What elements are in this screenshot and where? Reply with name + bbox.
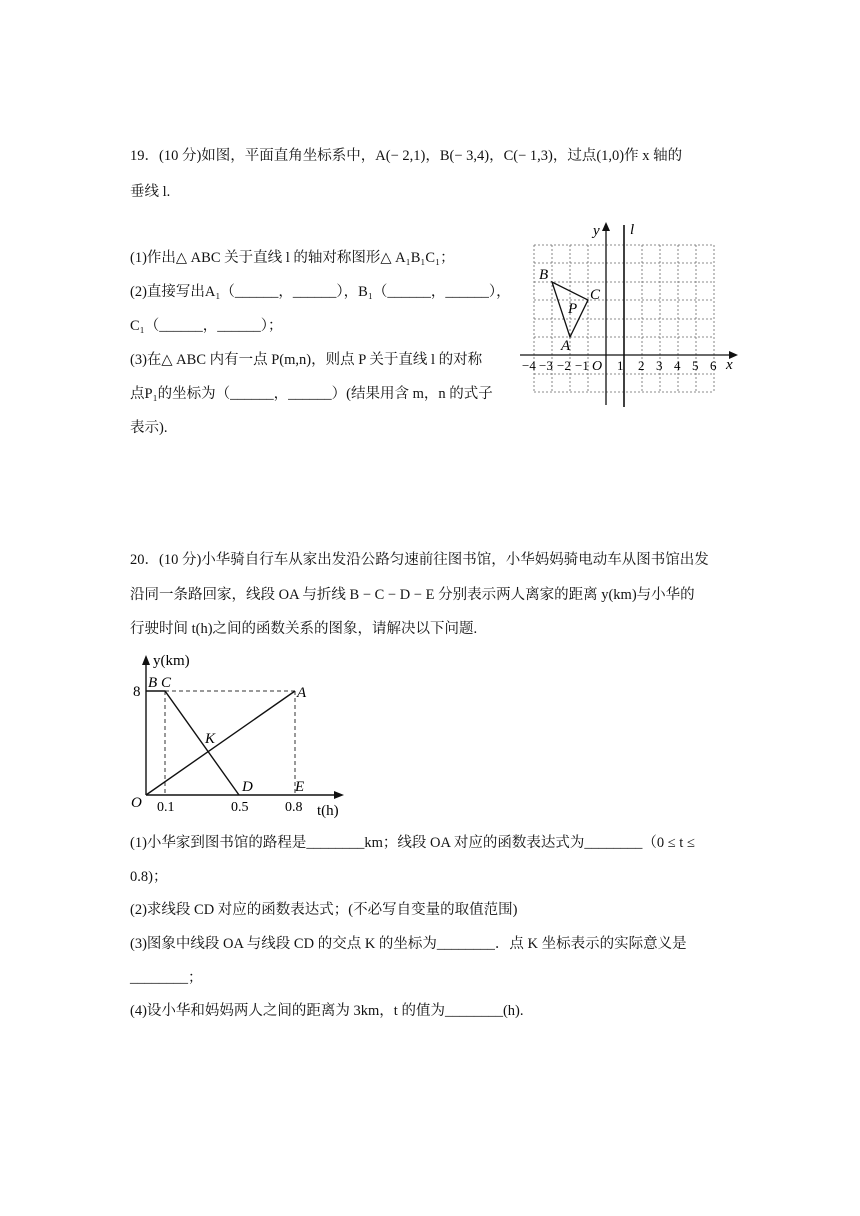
- q19-part2: (2)直接写出A₁（______，______），B₁（______，______），: [130, 284, 511, 300]
- t-tick-label: 0.5: [231, 800, 249, 815]
- label-e: E: [295, 779, 305, 795]
- q19-part3-line1: (3)在△ ABC 内有一点 P(m,n)，则点 P 关于直线 l 的对称: [130, 352, 483, 368]
- label-l: l: [630, 222, 635, 238]
- q20-heading-line1: 20．(10 分)小华骑自行车从家出发沿公路匀速前往图书馆，小华妈妈骑电动车从图书馆出发: [130, 552, 709, 568]
- q20-part1-line1: (1)小华家到图书馆的路程是________km；线段 OA 对应的函数表达式为________（0 ≤ t ≤: [130, 835, 695, 851]
- label-p: P: [568, 301, 578, 317]
- x-tick-label: 6: [710, 358, 717, 373]
- y-axis-arrow-icon: [602, 222, 610, 231]
- q19-part3-line3: 表示).: [130, 420, 168, 436]
- label-a: A: [297, 685, 307, 701]
- x-tick-label: 1: [617, 358, 624, 373]
- label-origin: O: [592, 359, 603, 374]
- q20-heading-line3: 行驶时间 t(h)之间的函数关系的图象，请解决以下问题.: [130, 621, 478, 637]
- q20-heading-line2: 沿同一条路回家，线段 OA 与折线 B − C − D − E 分别表示两人离家的距离 y(km)与小华的: [130, 587, 695, 603]
- t-axis-arrow-icon: [334, 791, 344, 799]
- label-b: B: [148, 675, 158, 691]
- label-d: D: [242, 779, 253, 795]
- q20-part3-line1: (3)图象中线段 OA 与线段 CD 的交点 K 的坐标为________．点 K 坐标表示的实际意义是: [130, 936, 687, 952]
- q20-part1-line2: 0.8)；: [130, 869, 168, 885]
- x-tick-label: −4: [522, 358, 536, 373]
- t-tick-label: 0.8: [285, 800, 303, 815]
- q20-distance-time-graph: [125, 645, 365, 820]
- x-tick-label: 5: [692, 358, 699, 373]
- label-y: y: [593, 223, 600, 239]
- label-t-h: t(h): [317, 803, 339, 819]
- t-tick-label: 0.1: [157, 800, 175, 815]
- label-k: K: [205, 731, 216, 747]
- q19-heading-line1: 19．(10 分)如图，平面直角坐标系中，A(− 2,1)，B(− 3,4)，C(− 1,3)，过点(1,0)作 x 轴的: [130, 148, 683, 164]
- q20-part2: (2)求线段 CD 对应的函数表达式；(不必写自变量的取值范围): [130, 902, 518, 918]
- label-c: C: [590, 287, 601, 303]
- label-origin: O: [131, 795, 142, 811]
- x-tick-label: 2: [638, 358, 645, 373]
- label-c: C: [161, 675, 172, 691]
- q19-coordinate-figure: [510, 215, 750, 415]
- x-tick-label: 3: [656, 358, 663, 373]
- label-y-km: y(km): [153, 653, 190, 669]
- q20-part3-line2: ________；: [130, 970, 203, 986]
- polyline-bcd: [146, 691, 239, 795]
- x-tick-label: −1: [575, 358, 589, 373]
- q20-part4: (4)设小华和妈妈两人之间的距离为 3km，t 的值为________(h).: [130, 1003, 524, 1019]
- label-8: 8: [133, 684, 141, 700]
- x-tick-label: −2: [557, 358, 571, 373]
- x-tick-label: −3: [539, 358, 553, 373]
- q19-part2-cont: C₁（______，______）；: [130, 318, 283, 334]
- y-axis-arrow-icon: [142, 655, 150, 665]
- label-a: A: [561, 338, 571, 354]
- q19-part1: (1)作出△ ABC 关于直线 l 的轴对称图形△ A₁B₁C₁；: [130, 250, 455, 266]
- q19-part3-line2: 点P₁的坐标为（______，______）(结果用含 m，n 的式子: [130, 386, 493, 402]
- segment-oa: [146, 691, 295, 795]
- q19-heading-line2: 垂线 l.: [130, 184, 171, 200]
- label-x: x: [726, 357, 733, 373]
- x-tick-label: 4: [674, 358, 681, 373]
- label-b: B: [539, 267, 549, 283]
